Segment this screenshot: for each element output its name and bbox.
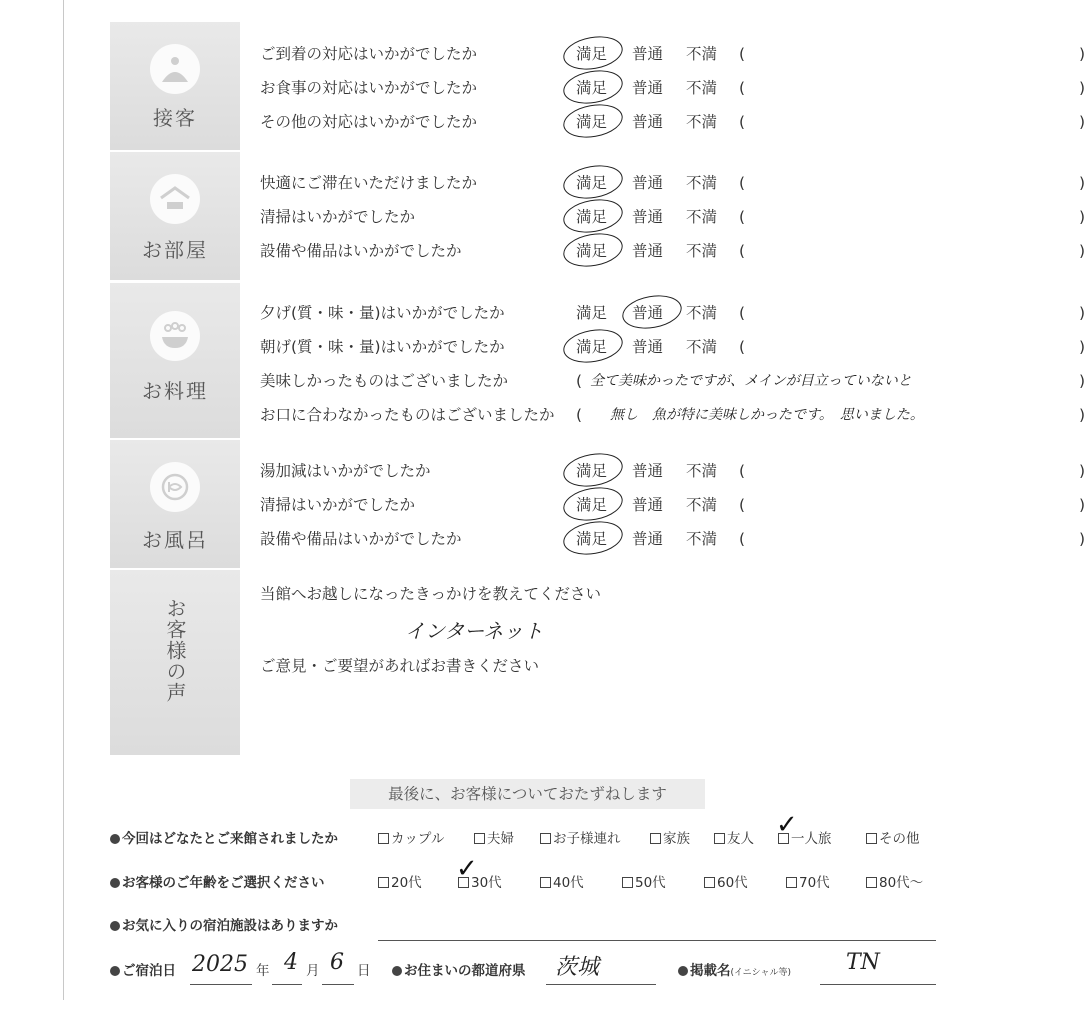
paren-open: ( bbox=[576, 406, 583, 424]
option-normal[interactable]: 普通 bbox=[632, 242, 664, 260]
prefecture-label: お住まいの都道府県 bbox=[404, 963, 526, 979]
paren-open: ( bbox=[739, 242, 746, 260]
initials-line bbox=[820, 984, 936, 985]
paren-close: ) bbox=[1079, 406, 1085, 424]
bullet-icon bbox=[110, 921, 120, 931]
question-text: その他の対応はいかがでしたか bbox=[260, 113, 478, 131]
initials-note: (イニシャル等) bbox=[730, 968, 791, 978]
checkbox[interactable] bbox=[474, 833, 485, 844]
option-unsatisfied[interactable]: 不満 bbox=[686, 208, 718, 226]
stay-day-line bbox=[322, 984, 354, 985]
question-text: お食事の対応はいかがでしたか bbox=[260, 79, 478, 97]
prefecture-field bbox=[392, 958, 526, 984]
question-row bbox=[260, 366, 1085, 396]
check-mark-icon: ✓ bbox=[776, 810, 798, 840]
option-normal[interactable]: 普通 bbox=[632, 530, 664, 548]
section-room bbox=[110, 152, 1085, 280]
option-unsatisfied[interactable]: 不満 bbox=[686, 45, 718, 63]
age-choice[interactable]: 60代 bbox=[704, 870, 748, 896]
section-voice bbox=[110, 570, 940, 755]
paren-close: ) bbox=[1079, 242, 1085, 260]
favorite-answer-line[interactable] bbox=[378, 940, 936, 941]
bath-icon bbox=[150, 462, 200, 512]
age-choice[interactable]: 20代 bbox=[378, 870, 422, 896]
question-row bbox=[260, 202, 1085, 232]
question-row bbox=[260, 332, 1085, 362]
paren-close: ) bbox=[1079, 45, 1085, 63]
paren-open: ( bbox=[739, 174, 746, 192]
age-choice[interactable]: 40代 bbox=[540, 870, 584, 896]
favorite-question bbox=[110, 913, 338, 939]
option-normal[interactable]: 普通 bbox=[632, 113, 664, 131]
checkbox[interactable] bbox=[704, 877, 715, 888]
option-unsatisfied[interactable]: 不満 bbox=[686, 304, 718, 322]
question-row bbox=[260, 490, 1085, 520]
paren-close: ) bbox=[1079, 304, 1085, 322]
age-choice[interactable]: 70代 bbox=[786, 870, 830, 896]
section-title: お料理 bbox=[142, 379, 208, 403]
age-choice[interactable]: 80代〜 bbox=[866, 870, 923, 896]
question-text: 清掃はいかがでしたか bbox=[260, 496, 416, 514]
voice-question-1: 当館へお越しになったきっかけを教えてください bbox=[260, 585, 602, 603]
option-normal[interactable]: 普通 bbox=[632, 462, 664, 480]
companion-choice[interactable]: その他 bbox=[866, 826, 920, 852]
section-cuisine bbox=[110, 283, 1085, 438]
option-unsatisfied[interactable]: 不満 bbox=[686, 496, 718, 514]
option-unsatisfied[interactable]: 不満 bbox=[686, 338, 718, 356]
question-text: 設備や備品はいかがでしたか bbox=[260, 530, 462, 548]
initials-value[interactable]: TN bbox=[846, 950, 880, 975]
question-row bbox=[260, 524, 1085, 554]
checkbox[interactable] bbox=[540, 877, 551, 888]
paren-open: ( bbox=[739, 208, 746, 226]
handwritten-comment: 全て美味かったですが、メインが目立っていないと bbox=[590, 373, 912, 389]
option-satisfied[interactable]: 満足 bbox=[576, 530, 608, 548]
year-unit: 年 bbox=[256, 963, 270, 979]
option-normal[interactable]: 普通 bbox=[632, 496, 664, 514]
paren-close: ) bbox=[1079, 462, 1085, 480]
voice-question-2: ご意見・ご要望があればお書きください bbox=[260, 657, 540, 675]
question-text: 設備や備品はいかがでしたか bbox=[260, 242, 462, 260]
companion-choice-checked[interactable]: ✓ 一人旅 bbox=[776, 810, 832, 847]
option-satisfied[interactable]: 満足 bbox=[576, 338, 608, 356]
checkbox[interactable] bbox=[786, 877, 797, 888]
companion-choice[interactable]: 友人 bbox=[714, 826, 754, 852]
paren-open: ( bbox=[739, 496, 746, 514]
option-unsatisfied[interactable]: 不満 bbox=[686, 242, 718, 260]
question-text: 美味しかったものはございましたか bbox=[260, 372, 509, 390]
option-unsatisfied[interactable]: 不満 bbox=[686, 462, 718, 480]
question-text: ご到着の対応はいかがでしたか bbox=[260, 45, 478, 63]
prefecture-value[interactable]: 茨城 bbox=[555, 955, 600, 980]
option-satisfied[interactable]: 満足 bbox=[576, 45, 608, 63]
companion-choice[interactable]: お子様連れ bbox=[540, 826, 621, 852]
prefecture-line bbox=[546, 984, 656, 985]
paren-close: ) bbox=[1079, 208, 1085, 226]
question-row bbox=[260, 456, 1085, 486]
bullet-icon bbox=[678, 966, 688, 976]
bullet-icon bbox=[110, 966, 120, 976]
question-row bbox=[260, 39, 1085, 69]
option-unsatisfied[interactable]: 不満 bbox=[686, 174, 718, 192]
companion-choice[interactable]: カップル bbox=[378, 826, 444, 852]
question-text: 今回はどなたとご来館されましたか bbox=[122, 831, 338, 847]
checkbox[interactable] bbox=[866, 833, 877, 844]
checkbox[interactable] bbox=[540, 833, 551, 844]
paren-close: ) bbox=[1079, 496, 1085, 514]
option-unsatisfied[interactable]: 不満 bbox=[686, 79, 718, 97]
checkbox[interactable] bbox=[378, 833, 389, 844]
companion-question bbox=[110, 826, 338, 852]
option-satisfied[interactable]: 満足 bbox=[576, 113, 608, 131]
question-row bbox=[260, 107, 1085, 137]
age-question bbox=[110, 870, 325, 896]
paren-open: ( bbox=[739, 45, 746, 63]
cuisine-icon bbox=[150, 311, 200, 361]
paren-open: ( bbox=[739, 462, 746, 480]
checkbox[interactable] bbox=[714, 833, 725, 844]
question-text: 清掃はいかがでしたか bbox=[260, 208, 416, 226]
voice-answer-1: インターネット bbox=[405, 619, 544, 643]
checkbox[interactable] bbox=[866, 877, 877, 888]
option-normal[interactable]: 普通 bbox=[632, 174, 664, 192]
question-row bbox=[260, 168, 1085, 198]
companion-choice[interactable]: 家族 bbox=[650, 826, 690, 852]
room-icon bbox=[150, 174, 200, 224]
paren-close: ) bbox=[1079, 174, 1085, 192]
question-row bbox=[260, 236, 1085, 266]
initials-field bbox=[678, 958, 791, 984]
question-text: お客様のご年齢をご選択ください bbox=[122, 875, 325, 891]
age-choice[interactable]: 50代 bbox=[622, 870, 666, 896]
option-unsatisfied[interactable]: 不満 bbox=[686, 113, 718, 131]
closing-title: 最後に、お客様についておたずねします bbox=[350, 779, 705, 809]
question-text: お気に入りの宿泊施設はありますか bbox=[122, 918, 338, 934]
bullet-icon bbox=[392, 966, 402, 976]
checkbox[interactable] bbox=[378, 877, 389, 888]
section-bath bbox=[110, 440, 1085, 568]
section-title: お風呂 bbox=[142, 528, 208, 552]
question-row bbox=[260, 400, 1085, 430]
stay-month-line bbox=[272, 984, 302, 985]
bullet-icon bbox=[110, 878, 120, 888]
option-satisfied[interactable]: 満足 bbox=[576, 174, 608, 192]
paren-close: ) bbox=[1079, 338, 1085, 356]
option-normal[interactable]: 普通 bbox=[632, 208, 664, 226]
companion-choice[interactable]: 夫婦 bbox=[474, 826, 514, 852]
age-choice-checked[interactable]: ✓ 30代 bbox=[456, 854, 502, 891]
section-title: 接客 bbox=[153, 106, 197, 130]
stay-date-field bbox=[110, 958, 176, 984]
option-normal[interactable]: 普通 bbox=[632, 45, 664, 63]
option-satisfied[interactable]: 満足 bbox=[576, 79, 608, 97]
bullet-icon bbox=[110, 834, 120, 844]
option-normal[interactable]: 普通 bbox=[632, 304, 664, 322]
paren-open: ( bbox=[739, 530, 746, 548]
question-text: 朝げ(質・味・量)はいかがでしたか bbox=[260, 338, 505, 356]
initials-label: 掲載名 bbox=[690, 963, 731, 979]
question-text: 湯加減はいかがでしたか bbox=[260, 462, 431, 480]
option-satisfied[interactable]: 満足 bbox=[576, 242, 608, 260]
paren-open: ( bbox=[739, 113, 746, 131]
question-text: お口に合わなかったものはございましたか bbox=[260, 406, 555, 424]
handwritten-comment: 無し 魚が特に美味しかったです。 思いました。 bbox=[610, 407, 924, 423]
option-satisfied[interactable]: 満足 bbox=[576, 304, 608, 322]
question-row bbox=[260, 73, 1085, 103]
stay-label: ご宿泊日 bbox=[122, 963, 176, 979]
paren-close: ) bbox=[1079, 79, 1085, 97]
margin-rule bbox=[63, 0, 64, 1000]
option-normal[interactable]: 普通 bbox=[632, 338, 664, 356]
hospitality-icon bbox=[150, 44, 200, 94]
checkbox[interactable] bbox=[650, 833, 661, 844]
paren-close: ) bbox=[1079, 113, 1085, 131]
question-row bbox=[260, 298, 1085, 328]
section-hospitality bbox=[110, 22, 1085, 150]
check-mark-icon: ✓ bbox=[456, 854, 478, 884]
option-satisfied[interactable]: 満足 bbox=[576, 462, 608, 480]
stay-year-line bbox=[190, 984, 252, 985]
question-text: 快適にご滞在いただけましたか bbox=[260, 174, 478, 192]
stay-year-value[interactable]: 2025 bbox=[192, 952, 248, 977]
option-satisfied[interactable]: 満足 bbox=[576, 496, 608, 514]
paren-open: ( bbox=[576, 372, 583, 390]
paren-close: ) bbox=[1079, 372, 1085, 390]
paren-open: ( bbox=[739, 79, 746, 97]
option-normal[interactable]: 普通 bbox=[632, 79, 664, 97]
stay-month-value[interactable]: 4 bbox=[284, 950, 298, 975]
section-title: お客様の声 bbox=[163, 598, 187, 703]
paren-open: ( bbox=[739, 338, 746, 356]
paren-close: ) bbox=[1079, 530, 1085, 548]
day-unit: 日 bbox=[357, 963, 371, 979]
checkbox[interactable] bbox=[622, 877, 633, 888]
stay-day-value[interactable]: 6 bbox=[330, 950, 344, 975]
option-unsatisfied[interactable]: 不満 bbox=[686, 530, 718, 548]
month-unit: 月 bbox=[306, 963, 320, 979]
option-satisfied[interactable]: 満足 bbox=[576, 208, 608, 226]
section-title: お部屋 bbox=[142, 238, 208, 262]
question-text: 夕げ(質・味・量)はいかがでしたか bbox=[260, 304, 505, 322]
paren-open: ( bbox=[739, 304, 746, 322]
